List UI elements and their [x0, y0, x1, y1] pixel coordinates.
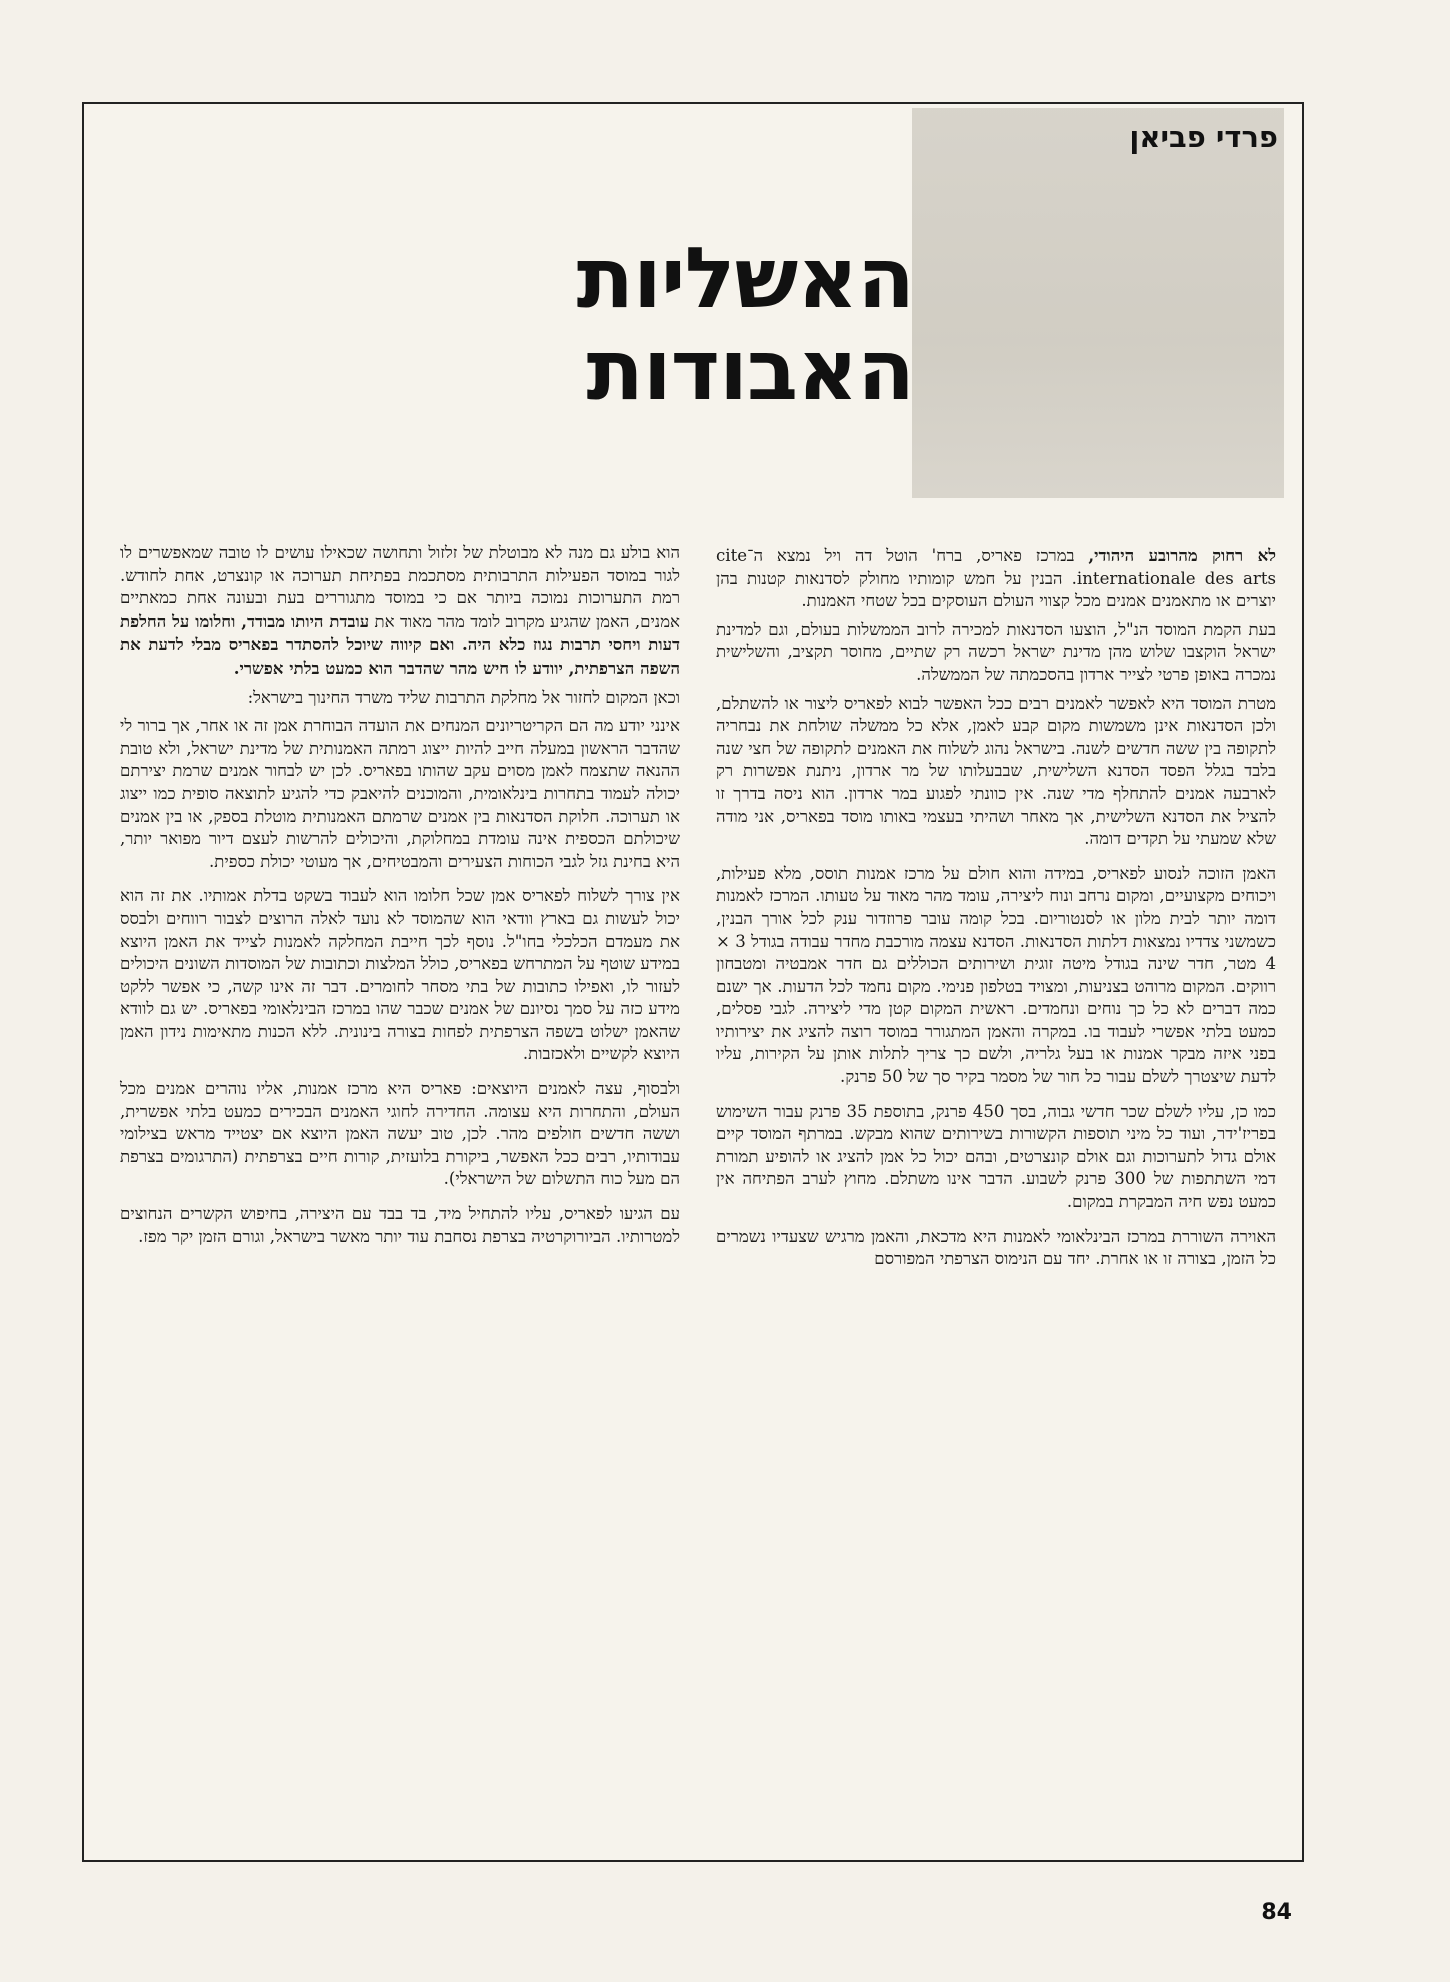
paragraph: כמו כן, עליו לשלם שכר חדשי גבוה, בסך 450 פרנק, בתוספת 35 פרנק עבור השימוש בפריז'ידר, ועוד כל מיני תוספות הקשורות בשירותים שהוא מבקש. במרתף המוסד קיים אולם גדול לתערוכות וגם אולם קונצרטים, ובהם יכול כל אמן להציג או להופיע תמורת דמי השתתפות של 300 פרנק לשבוע. הדבר אינו משתלם. מחוץ לערב הפתיחה אין כמעט נפש חיה המבקרת במקום. — [716, 1101, 1276, 1212]
article-frame — [82, 102, 1304, 1862]
bold-text: עובדת היותו מבודד, וחלומו על החלפת דעות ויחסי תרבות נגוז כלא היה. ואם קיווה שיוכל להסתדר בפאריס מבלי לדעת את השפה הצרפתית, יוודע לו חיש מהר שהדבר הוא כמעט בלתי אפשרי. — [120, 610, 680, 678]
paragraph: וכאן המקום לחזור אל מחלקת התרבות שליד משרד החינוך בישראל: — [247, 687, 680, 707]
paragraph: אינני יודע מה הם הקריטריונים המנחים את הועדה הבוחרת אמן זה או אחר, אך ברור לי שהדבר הראשון במעלה חייב להיות ייצוג רמתה האמנותית של מדינת ישראל, ולא טובת ההנאה שתצמח לאמן מסוים עקב שהותו בפאריס. לכן יש לבחור אמנים שרמת יצירתם יכולה לעמוד בתחרות בינלאומית, והמוכנים להיאבק כדי להגיע לתוצאה סופית כמו ייצוג או תערוכה. חלוקת הסדנאות בין אמנים שרמתם האמנותית מוטלת בספק, או בין אמנים שיכולתם הכספית אינה עומדת במחלוקת, והיכולים להרשות לעצם דיור מפואר יותר, היא בחינת גזל לגבי הכוחות הצעירים והמבטיחים, אך מעוטי יכולת כספית. — [120, 716, 680, 871]
paragraph-text: הוא בולע גם מנה לא מבוטלת של זלזול ותחושה שכאילו עושים לו טובה שמאפשרים לו לגור במוסד הפעילות התרבותית מסתכמת בפתיחת תערוכה או קונצרט, אחת לחודש. רמת התערוכות נמוכה ביותר אם כי במוסד מתגוררים בעת ובעונה אחת כמאתיים אמנים, האמן שהגיע מקרוב לומד מהר מאוד את — [120, 543, 681, 631]
paragraph-text: . הבנין על חמש קומותיו מחולק לסדנאות קטנות בהן יוצרים או מתאמנים אמנים מכל קצווי העולם העוסקים בכל שטחי האמנות. — [716, 568, 1276, 611]
paragraph: עם הגיעו לפאריס, עליו להתחיל מיד, בד בבד עם היצירה, בחיפוש הקשרים הנחוצים למטרותיו. הביורוקרטיה בצרפת נסחבת עוד יותר מאשר בישראל, וגורם הזמן יקר מפז. — [120, 1204, 680, 1246]
title-line-2: האבודות — [586, 321, 914, 419]
paragraph — [120, 542, 680, 681]
article-title — [354, 229, 914, 419]
left-column — [120, 542, 680, 1254]
paragraph: מטרת המוסד היא לאפשר לאמנים רבים ככל האפשר לבוא לפאריס ליצור או להשתלם, ולכן הסדנאות אינן משמשות מקום קבע לאמן, אלא כל ממשלה שולחת את נבחריה לתקופה בין ששה חדשים לשנה. בישראל נהוג לשלוח את האמנים לתקופה של חצי שנה בלבד בגלל הפסד הסדנא השלישית, שבבעלותו של מר ארדון, ניתנת אפשרות רק לארבעה אמנים להתחלף מדי שנה. אין כוונתי לפגוע במר ארדון. הוא ניסה בדרך זו להציל את הסדנא השלישית, אך מאחר ושהיתי בעצמי באותו מוסד בפאריס, אני מודה שלא שמעתי על תקדים דומה. — [716, 693, 1276, 849]
paragraph — [716, 544, 1276, 613]
paragraph: האוירה השוררת במרכז הבינלאומי לאמנות היא מדכאת, והאמן מרגיש שצעדיו נשמרים כל הזמן, בצורה זו או אחרת. יחד עם הנימוס הצרפתי המפורסם — [716, 1226, 1276, 1269]
paragraph: ולבסוף, עצה לאמנים היוצאים: פאריס היא מרכז אמנות, אליו נוהרים אמנים מכל העולם, והתחרות היא עצומה. החדירה לחוגי האמנים הבכירים כמעט בלתי אפשרית, וששה חדשים חולפים מהר. לכן, טוב יעשה האמן היוצא אם יצטייד מראש בצילומי עבודותיו, רבים ככל האפשר, ביקורת בלועזית, קורות חיים בצרפתית (התרגומים בצרפת הם מעל כוח התשלום של הישראלי). — [120, 1079, 680, 1189]
title-line-1: האשליות — [576, 229, 914, 327]
paragraph: בעת הקמת המוסד הנ"ל, הוצעו הסדנאות למכירה לרוב הממשלות בעולם, וגם למדינת ישראל הוקצבו שלוש מהן מדינת ישראל רכשה רק שתיים, מחוסר תקציב, והשלישית נמכרה באופן פרטי לצייר ארדון בהסכמתה של הממשלה. — [716, 619, 1276, 684]
lead-text: לא רחוק מהרובע היהודי, — [1088, 545, 1276, 565]
page-number: 84 — [1261, 1900, 1292, 1925]
author-name: פרדי פביאן — [1129, 120, 1278, 154]
faded-photo — [912, 108, 1284, 498]
right-column — [716, 544, 1276, 1277]
paragraph-text: במרכז פאריס, ברח' הוטל דה ויל נמצא ה־ — [747, 546, 1089, 565]
latin-name: cite internationale des arts — [716, 546, 1276, 588]
paragraph: אין צורך לשלוח לפאריס אמן שכל חלומו הוא לעבוד בשקט בדלת אמותיו. את זה הוא יכול לעשות גם בארץ וודאי הוא שהמוסד לא נועד לאלה הרוצים לצבור רווחים ולבסס את מעמדם הכלכלי בחו"ל. נוסף לכך חייבת המחלקה לאמנות לצייד את האמן היוצא במידע שוטף על המתרחש בפאריס, כולל המלצות וכתובות של המוסדות השונים היכולים לעזור לו, ואפילו כתובות של בתי מסחר לחומרים. דבר זה אינו קשה, כי אפשר ללקט מידע כזה על סמך נסיונם של אמנים שכבר שהו במרכז הבינלאומי בפאריס. יש גם לוודא שהאמן ישלוט בשפה הצרפתית לפחות בצורה בינונית. ללא הכנות מתאימות נידון האמן היוצא לקשיים ולאכזבות. — [120, 886, 680, 1064]
paragraph: האמן הזוכה לנסוע לפאריס, במידה והוא חולם על מרכז אמנות תוסס, מלא פעילות, ויכוחים מקצועיים, ומקום נרחב ונוח ליצירה, עומד מהר מאוד על טעותו. המרכז לאמנות דומה יותר לבית מלון או לסנטוריום. בכל קומה עובר פרוזדור ענק לכל אורך הבנין, כשמשני צדדיו נמצאות דלתות הסדנאות. הסדנא עצמה מורכבת מחדר עבודה בגודל 3 × 4 מטר, חדר שינה בגודל מיטה זוגית ושירותים הכוללים גם חדר אמבטיה ומטבחון רווקים. המקום מרוהט בצניעות, ומצויד בטלפון פנימי. מקום נחמד לכל הדעות. אך ישנם כמה דברים לא כל כך נוחים ונחמדים. ראשית המקום קטן מדי ליצירה. לגבי פסלים, כמעט בלתי אפשרי לעבוד בו. במקרה והאמן המתגורר במוסד רוצה להציג את יצירותיו בפני איזה מבקר אמנות או בעל גלריה, ולשם כך צריך לתלות אותן על הקירות, עליו לדעת שיצטרך לשלם עבור כל חור של מסמר בקיר סך של 50 פרנק. — [716, 863, 1277, 1087]
